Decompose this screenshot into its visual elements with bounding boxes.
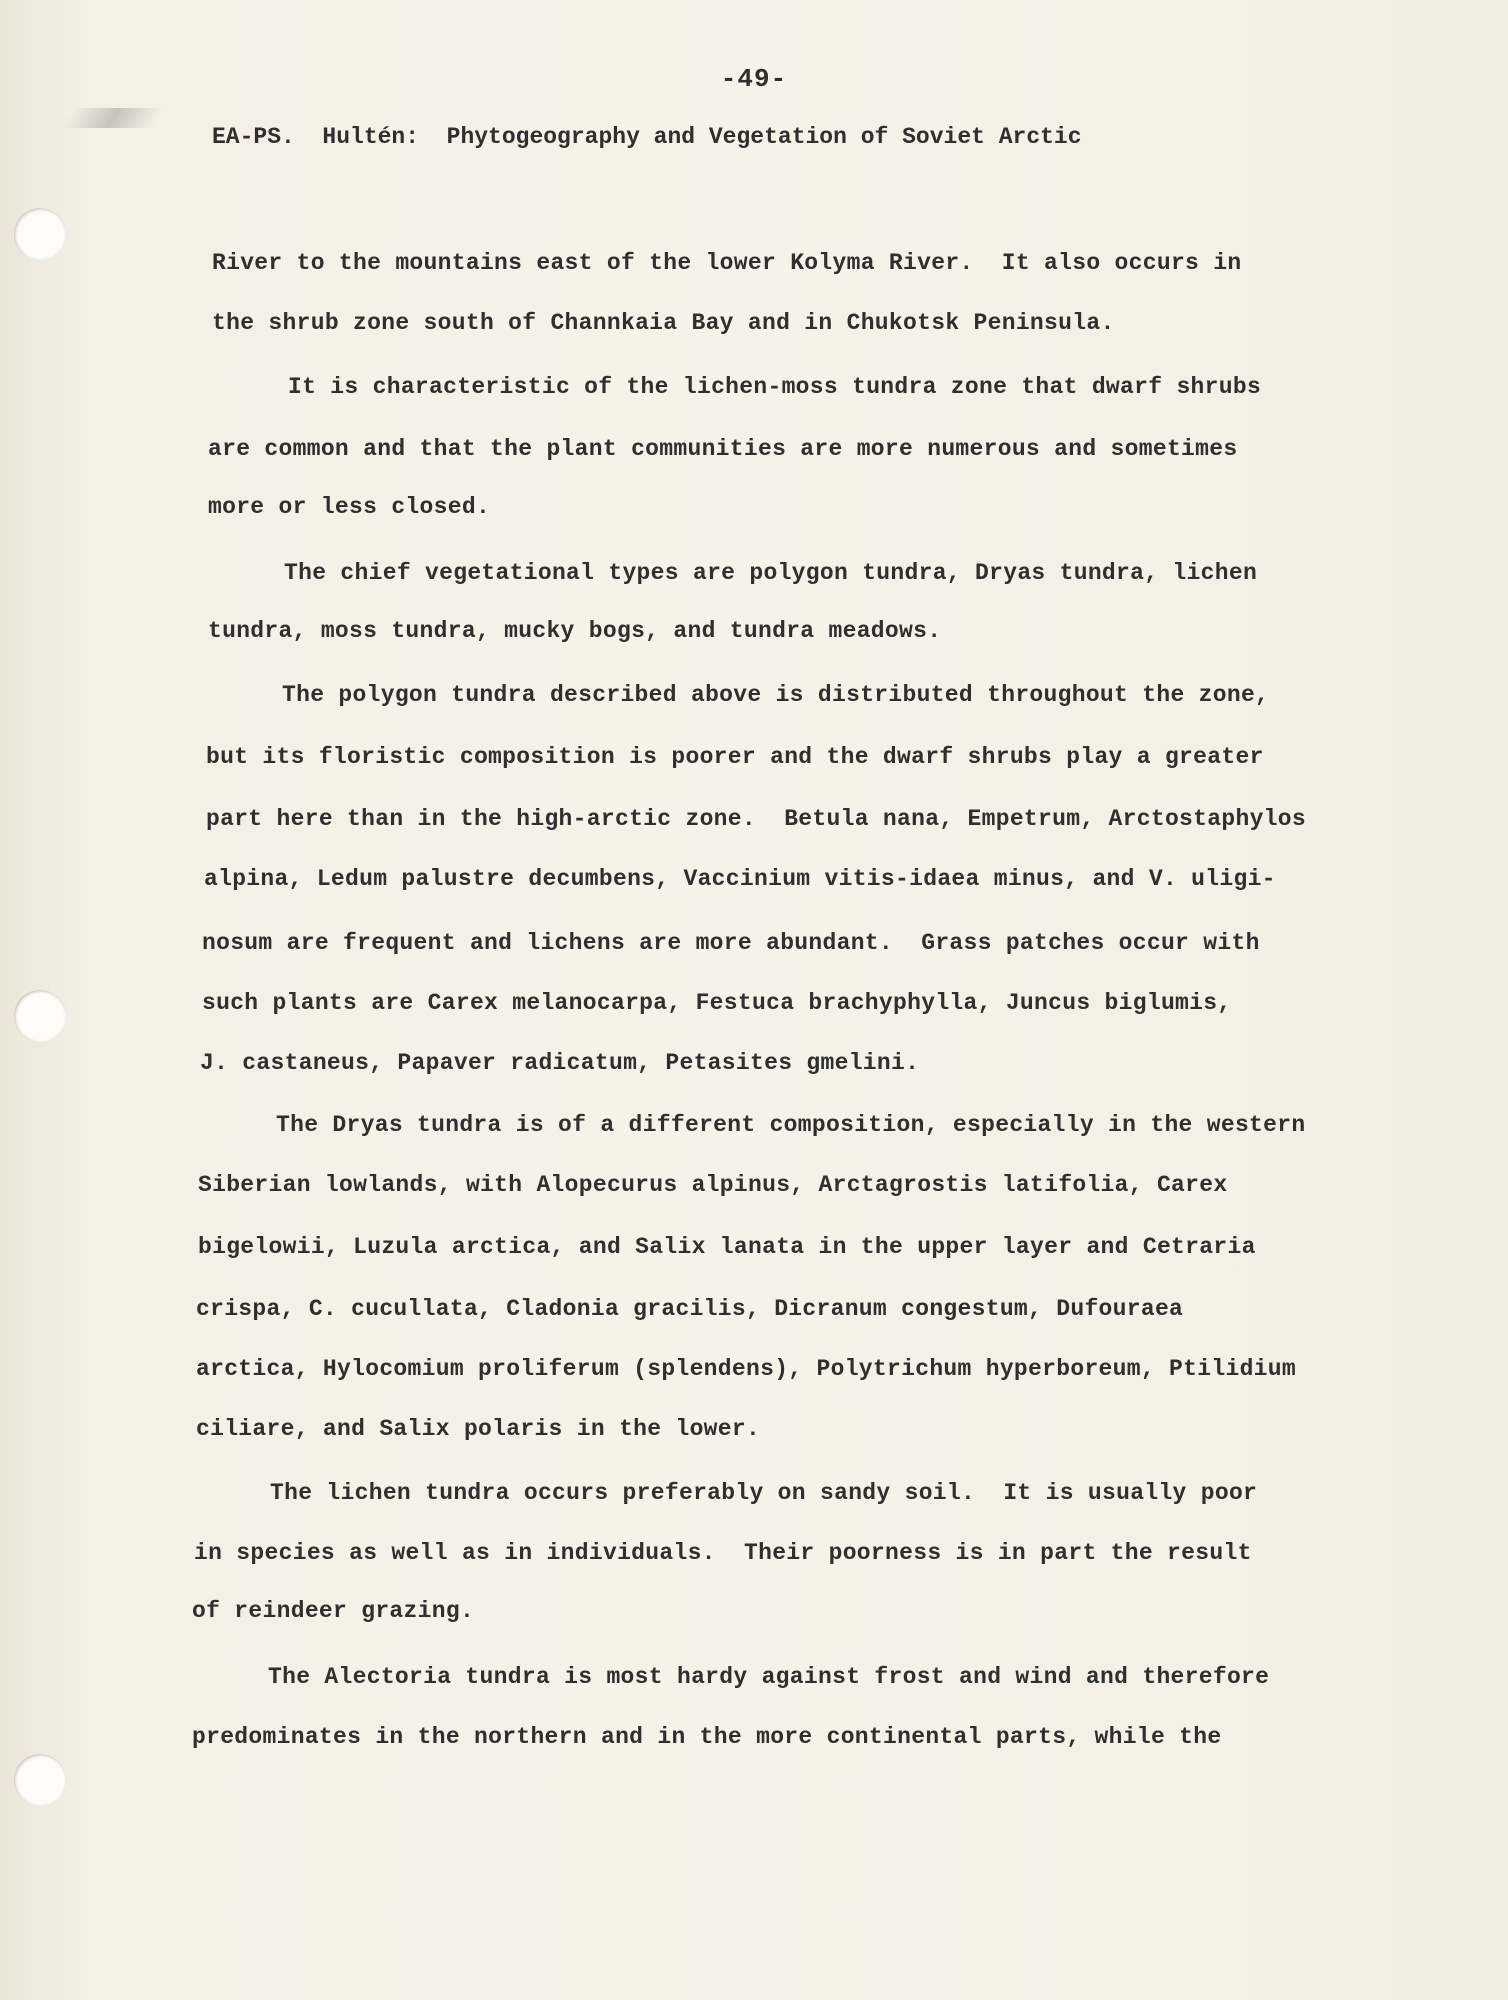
punch-hole	[14, 990, 66, 1042]
text-line: are common and that the plant communities are more numerous and sometimes	[208, 436, 1238, 462]
text-line: such plants are Carex melanocarpa, Festuca brachyphylla, Juncus biglumis,	[202, 990, 1232, 1016]
punch-hole	[14, 208, 66, 260]
punch-hole	[14, 1754, 66, 1806]
page-number: -49-	[720, 64, 788, 94]
text-line: The Alectoria tundra is most hardy against frost and wind and therefore	[268, 1664, 1270, 1690]
text-line: but its floristic composition is poorer and the dwarf shrubs play a greater	[206, 744, 1264, 770]
text-line: bigelowii, Luzula arctica, and Salix lanata in the upper layer and Cetraria	[198, 1234, 1256, 1260]
text-line: arctica, Hylocomium proliferum (splendens), Polytrichum hyperboreum, Ptilidium	[196, 1356, 1296, 1382]
text-line: alpina, Ledum palustre decumbens, Vaccinium vitis-idaea minus, and V. uligi-	[204, 866, 1276, 892]
text-line: River to the mountains east of the lower Kolyma River. It also occurs in	[212, 250, 1242, 276]
text-line: tundra, moss tundra, mucky bogs, and tundra meadows.	[208, 618, 942, 644]
ink-smudge	[62, 108, 164, 128]
text-line: predominates in the northern and in the more continental parts, while the	[192, 1724, 1222, 1750]
text-line: nosum are frequent and lichens are more abundant. Grass patches occur with	[202, 930, 1260, 956]
text-line: It is characteristic of the lichen-moss tundra zone that dwarf shrubs	[288, 374, 1262, 400]
text-line: The Dryas tundra is of a different composition, especially in the western	[276, 1112, 1306, 1138]
text-line: the shrub zone south of Channkaia Bay and in Chukotsk Peninsula.	[212, 310, 1115, 336]
text-line: of reindeer grazing.	[192, 1598, 475, 1624]
text-line: more or less closed.	[208, 494, 491, 520]
text-line: in species as well as in individuals. Their poorness is in part the result	[194, 1540, 1252, 1566]
running-header: EA-PS. Hultén: Phytogeography and Vegetation of Soviet Arctic	[212, 124, 1082, 150]
text-line: part here than in the high-arctic zone. Betula nana, Empetrum, Arctostaphylos	[206, 806, 1306, 832]
text-line: crispa, C. cucullata, Cladonia gracilis, Dicranum congestum, Dufouraea	[196, 1296, 1184, 1322]
text-line: The lichen tundra occurs preferably on sandy soil. It is usually poor	[270, 1480, 1258, 1506]
text-line: Siberian lowlands, with Alopecurus alpinus, Arctagrostis latifolia, Carex	[198, 1172, 1228, 1198]
text-line: ciliare, and Salix polaris in the lower.	[196, 1416, 761, 1442]
text-line: J. castaneus, Papaver radicatum, Petasites gmelini.	[200, 1050, 920, 1076]
text-line: The polygon tundra described above is distributed throughout the zone,	[282, 682, 1270, 708]
text-line: The chief vegetational types are polygon tundra, Dryas tundra, lichen	[284, 560, 1258, 586]
